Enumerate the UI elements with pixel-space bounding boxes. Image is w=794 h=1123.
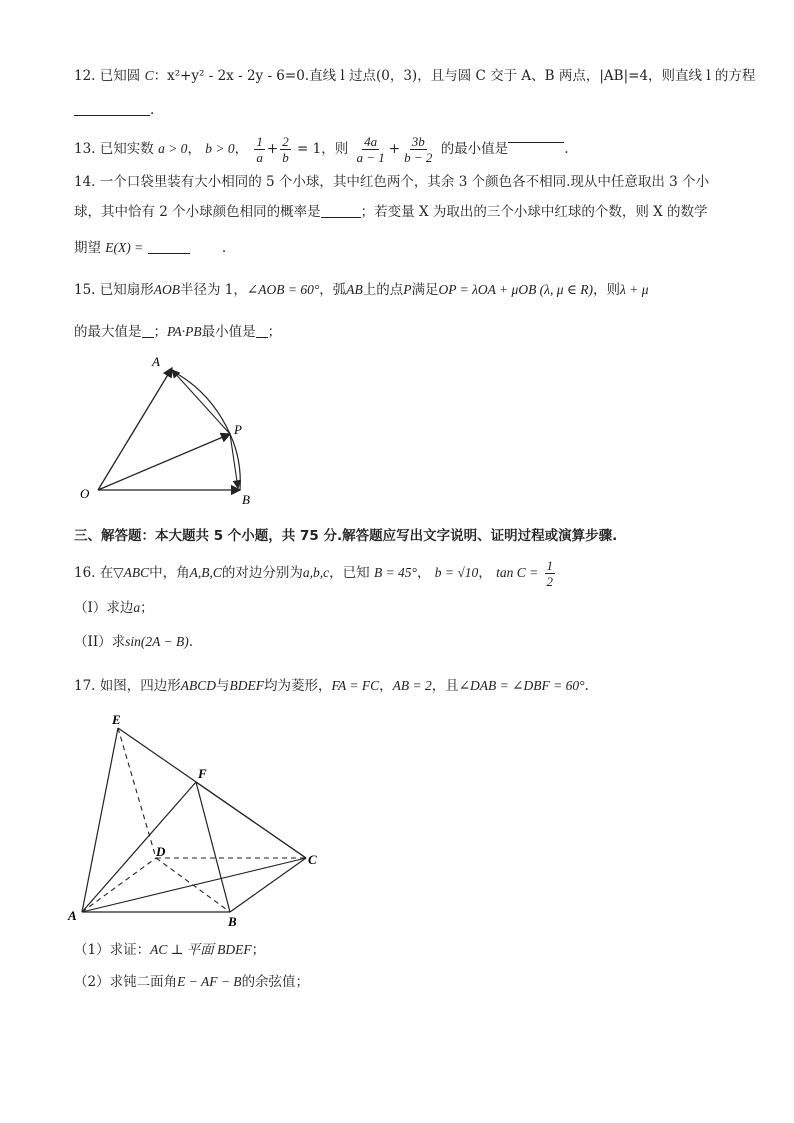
label-A: A bbox=[152, 354, 160, 369]
answer-blank bbox=[256, 323, 268, 338]
question-17-part2: （2）求钝二面角E − AF − B的余弦值； bbox=[74, 974, 310, 990]
question-12-answer: . bbox=[74, 100, 154, 120]
label-A: A bbox=[68, 908, 77, 923]
question-17-part1: （1）求证：AC ⊥ 平面 BDEF； bbox=[74, 942, 266, 958]
question-14-line3: 期望 E(X) = . bbox=[74, 240, 227, 256]
question-16-part1: （I）求边a； bbox=[74, 600, 154, 616]
vector-OA bbox=[98, 368, 172, 490]
question-12: 12. 已知圆 C：x²+y² - 2x - 2y - 6=0.直线 l 过点(0，3)，且与圆 C 交于 A、B 两点，|AB|=4，则直线 l 的方程 bbox=[74, 68, 756, 84]
answer-blank bbox=[321, 203, 361, 218]
solid-figure bbox=[62, 706, 332, 936]
question-14-line1: 14. 一个口袋里装有大小相同的 5 个小球，其中红色两个，其余 3 个颜色各不相同.现从中任意取出 3 个小 bbox=[74, 174, 710, 190]
vector-dot-product: PA·PB bbox=[167, 324, 202, 339]
answer-blank bbox=[142, 323, 154, 338]
label-E: E bbox=[112, 712, 121, 727]
label-C: C bbox=[308, 852, 317, 867]
vector-expression: OP = λOA + μOB (λ, μ ∈ R) bbox=[438, 282, 594, 297]
sector-figure bbox=[70, 350, 270, 510]
fraction: $\frac{3b}{b - 2}$ bbox=[404, 134, 433, 165]
question-15-line2: 的最大值是 ；PA·PB最小值是 ； bbox=[74, 324, 282, 340]
question-16-part2: （II）求sin(2A − B). bbox=[74, 634, 194, 650]
answer-blank bbox=[508, 128, 564, 143]
fraction: $\frac{1}{a}$ bbox=[256, 134, 263, 165]
label-O: O bbox=[80, 486, 90, 501]
answer-blank bbox=[148, 239, 190, 254]
label-B: B bbox=[228, 914, 237, 929]
question-14-line2: 球，其中恰有 2 个小球颜色相同的概率是 ；若变量 X 为取出的三个小球中红球的个数，则 X 的数学 bbox=[74, 204, 708, 220]
label-P: P bbox=[234, 422, 242, 437]
section-3-header: 三、解答题：本大题共 5 个小题，共 75 分.解答题应写出文字说明、证明过程或演算步骤. bbox=[74, 528, 618, 544]
vector-PA bbox=[172, 370, 230, 434]
label-F: F bbox=[198, 766, 207, 781]
answer-blank bbox=[74, 101, 150, 116]
fraction: $\frac{4a}{a - 1}$ bbox=[356, 134, 385, 165]
vector-OP bbox=[98, 434, 230, 490]
question-17: 17. 如图，四边形ABCD与BDEF均为菱形，FA = FC，AB = 2，且∠DAB = ∠DBF = 60°. bbox=[74, 678, 589, 694]
label-B: B bbox=[242, 492, 250, 507]
fraction: $\frac{1}{2}$ bbox=[546, 558, 554, 589]
label-D: D bbox=[156, 844, 166, 859]
fraction: $\frac{2}{b}$ bbox=[282, 134, 289, 165]
question-16: 16. 在▽ABC中，角A,B,C的对边分别为a,b,c，已知 B = 45°， b = √10， tan C = $\frac{1}{2}$ bbox=[74, 558, 554, 589]
question-13: 13. 已知实数 a > 0， b > 0， $\frac{1}{a}$ + $\frac{2}{b}$ = 1，则 $\frac{4a}{a - 1}$ + $\frac{3b}{b - 2}$ 的最小值是 . bbox=[74, 128, 568, 164]
question-15-line1: 15. 已知扇形AOB半径为 1，∠AOB = 60°，弧AB上的点P满足OP = λOA + μOB (λ, μ ∈ R)，则λ + μ bbox=[74, 282, 649, 298]
